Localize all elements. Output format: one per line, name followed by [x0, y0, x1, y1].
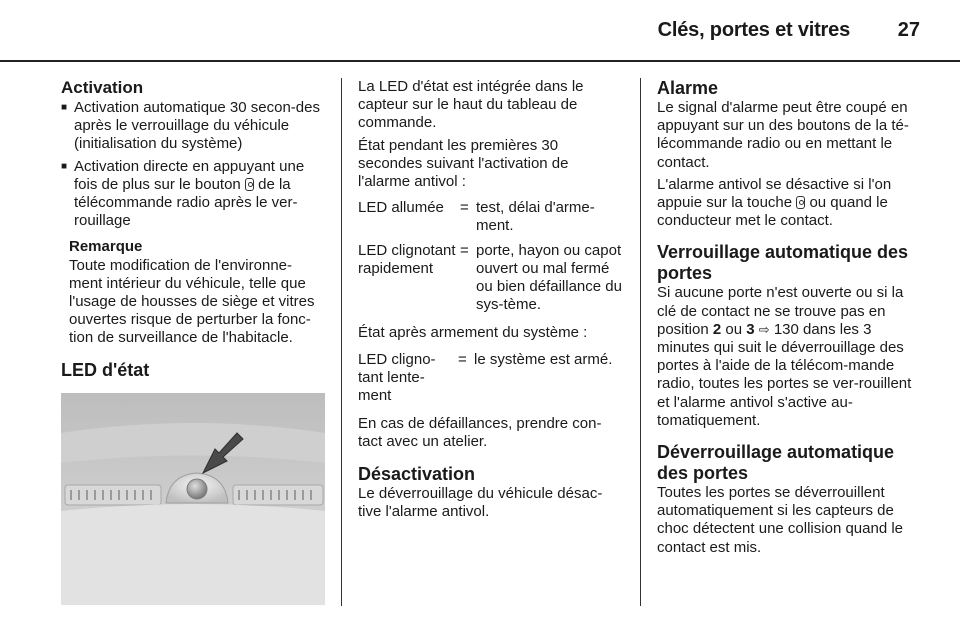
deactivation-heading: Désactivation — [358, 463, 476, 484]
autounlock-heading: Déverrouillage automatique des portes — [657, 442, 895, 484]
table-row — [358, 242, 624, 321]
air-vent-right — [233, 485, 323, 505]
dashboard-led-figure — [61, 393, 325, 605]
table-term: LED clignotant rapidement — [358, 241, 456, 277]
page-header — [0, 0, 960, 62]
table-term: LED allumée — [358, 199, 444, 217]
led-heading: LED d'état — [61, 359, 150, 380]
autolock-heading: Verrouillage automatique des portes — [657, 242, 909, 284]
page-reference-arrow-icon: ⇨ — [758, 321, 770, 337]
list-item — [61, 99, 325, 154]
page-reference: 130 — [773, 320, 799, 338]
list-item-text: Activation directe en appuyant une fois de plus sur le bouton — [74, 157, 305, 193]
page-number: 27 — [897, 19, 920, 41]
autounlock-text: Toutes les portes se déverrouillent automatiquement si les capteurs de choc détectent une collision quand le contact est mis. — [657, 484, 904, 556]
state-first-30: État pendant les premières 30 secondes suivant l'activation de l'alarme antivol : — [358, 136, 569, 191]
led-armed-table — [358, 351, 624, 412]
note — [69, 238, 325, 347]
table-eq: = — [458, 350, 467, 368]
table-desc: porte, hayon ou capot ouvert ou mal fermé ou bien défaillance du sys-tème. — [476, 241, 622, 314]
table-row — [358, 351, 624, 412]
air-vent-left — [65, 485, 161, 505]
dashboard-lower — [61, 504, 325, 605]
status-led — [187, 479, 207, 499]
column-middle — [358, 78, 624, 521]
position-3: 3 — [746, 320, 755, 338]
list-item-text: Activation automatique 30 secon-des après le verrouillage du véhicule (initialisation du système) — [74, 99, 320, 153]
column-left — [61, 78, 325, 610]
led-state-table — [358, 199, 624, 320]
alarm-text: Le signal d'alarme peut être coupé en appuyant sur un des boutons de la té-lécommande radio ou en mettant le contact. — [657, 99, 909, 171]
autolock-or: ou — [725, 320, 743, 338]
table-term: LED cligno-tant lente-ment — [358, 350, 436, 405]
activation-list — [61, 99, 325, 230]
led-intro: La LED d'état est intégrée dans le capteur sur le haut du tableau de commande. — [358, 78, 584, 132]
position-2: 2 — [712, 320, 722, 338]
alarm-text-2 — [657, 176, 922, 231]
alarm-text-2a: L'alarme antivol se désactive si l'on appuie sur la touche — [657, 175, 892, 212]
failure-text: En cas de défaillances, prendre con-tact avec un atelier. — [358, 415, 602, 451]
table-eq: = — [460, 199, 469, 217]
lock-key-icon — [245, 178, 254, 191]
activation-heading: Activation — [61, 78, 144, 97]
deactivation-text: Le déverrouillage du véhicule désac-tive l'alarme antivol. — [358, 484, 603, 520]
list-item-text: de la télécommande radio après le ver-rouillage — [74, 175, 298, 230]
column-right — [657, 78, 922, 557]
table-desc: le système est armé. — [474, 350, 613, 368]
autolock-text-b: dans les 3 minutes qui suit le déverrouillage des portes à l'aide de la télécom-mande radio, toutes les portes se ver-rouillent et l'alarme antivol s'active au-tomatiquement. — [657, 320, 912, 429]
header-rule — [0, 60, 960, 62]
note-text: Toute modification de l'environne-ment intérieur du véhicule, telle que l'usage de housses de siège et vitres ouvertes risque de perturber la fonc-tion de surveillance de l'habitacle. — [69, 256, 315, 347]
table-desc: test, délai d'arme-ment. — [476, 199, 595, 235]
unlock-key-icon — [796, 196, 805, 209]
table-eq: = — [460, 241, 469, 259]
alarm-text-2b: ou quand le conducteur met le contact. — [657, 194, 888, 230]
note-title: Remarque — [69, 238, 143, 256]
state-after: État après armement du système : — [358, 324, 588, 342]
table-row — [358, 199, 624, 241]
column-divider — [640, 78, 641, 606]
header-title: Clés, portes et vitres — [657, 19, 850, 41]
autolock-text — [657, 284, 922, 430]
column-divider — [341, 78, 342, 606]
list-item — [61, 158, 325, 231]
alarm-heading: Alarme — [657, 78, 719, 98]
autolock-text-a: Si aucune porte n'est ouverte ou si la clé de contact ne se trouve pas en position — [657, 284, 904, 338]
